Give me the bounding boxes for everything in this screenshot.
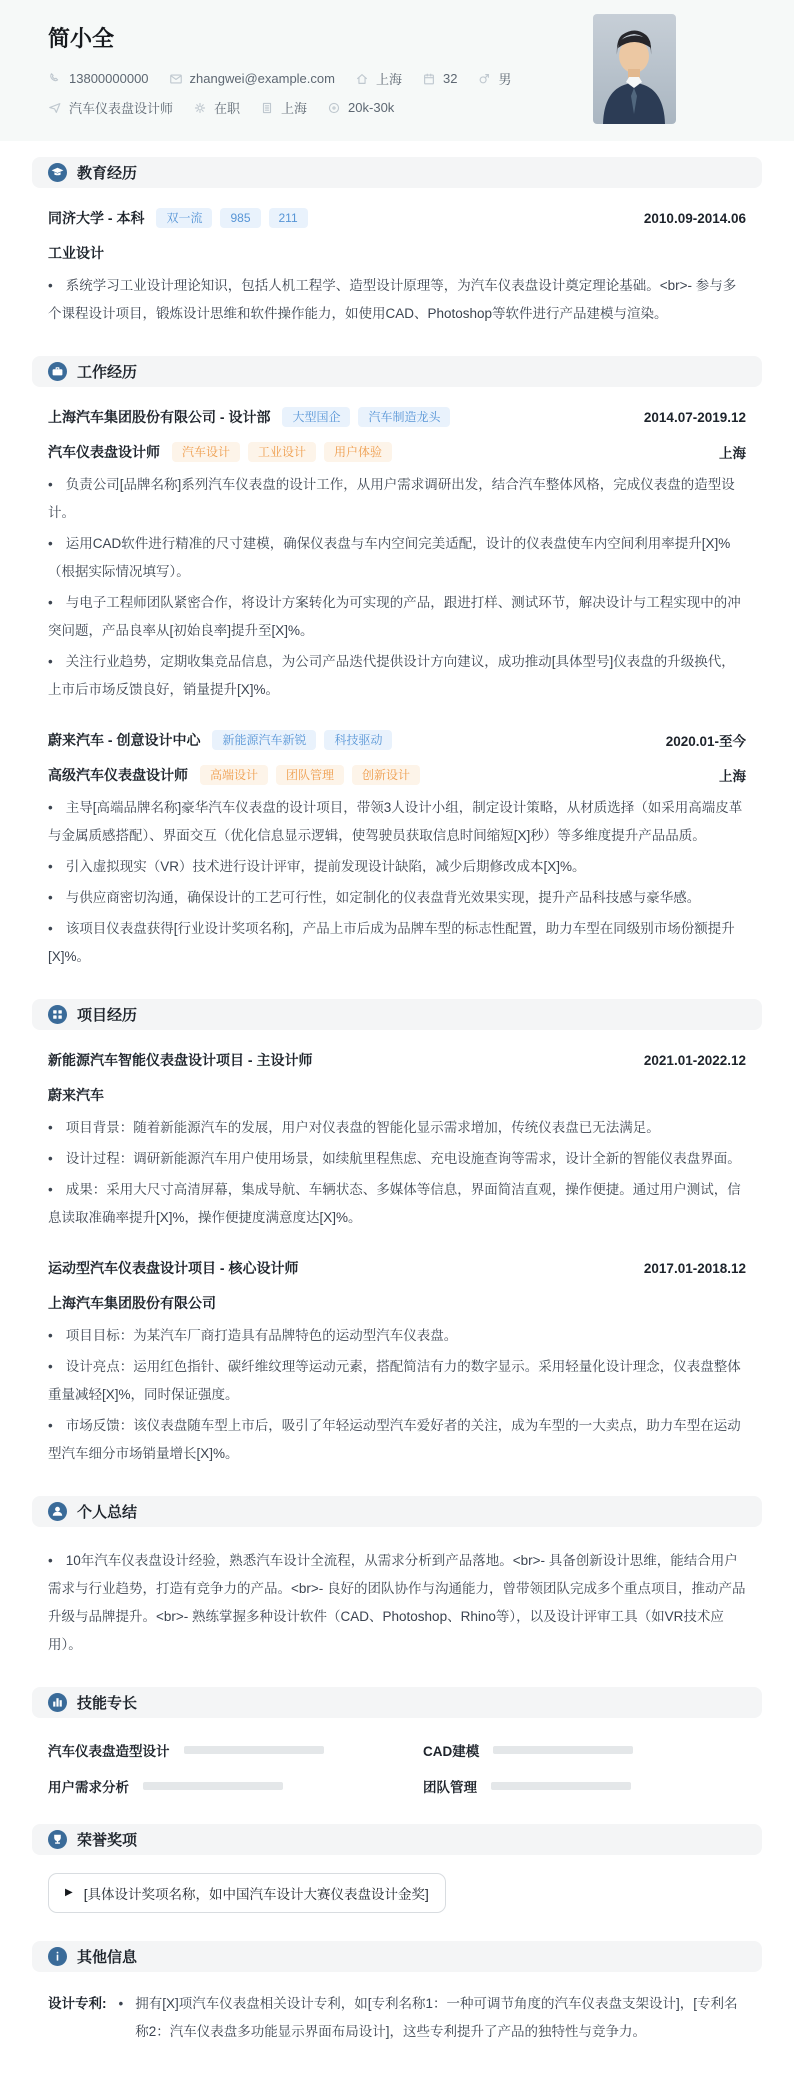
work-role-head — [48, 442, 746, 462]
role-tag: 工业设计 — [248, 442, 316, 462]
section-title-projects: 项目经历 — [77, 1007, 138, 1024]
section-title-education: 教育经历 — [77, 165, 138, 182]
project-date: 2017.01-2018.12 — [643, 1260, 746, 1276]
section-work — [32, 356, 762, 971]
education-entry-head — [48, 208, 746, 228]
education-entry — [48, 208, 746, 328]
other-text: 拥有[X]项汽车仪表盘相关设计专利，如[专利名称1：一种可调节角度的汽车仪表盘支架设计]，[专利名称2：汽车仪表盘多功能显示界面布局设计]，这些专利提升了产品的独特性与竞争力。 — [135, 1996, 738, 2039]
project-date: 2021.01-2022.12 — [643, 1052, 746, 1068]
school-tag: 211 — [269, 208, 308, 228]
play-icon: ▶ — [65, 1887, 73, 1898]
section-bar-summary — [32, 1496, 762, 1527]
bullet-item: • 与供应商密切沟通，确保设计的工艺可行性，如定制化的仪表盘背光效果实现，提升产品科技感与豪华感。 — [48, 884, 746, 912]
role-tag: 团队管理 — [276, 765, 344, 785]
skill-name: 汽车仪表盘造型设计 — [48, 1744, 170, 1759]
bullet-item: • 项目目标：为某汽车厂商打造具有品牌特色的运动型汽车仪表盘。 — [48, 1322, 746, 1350]
work-bullets — [48, 471, 746, 704]
project-bullets — [48, 1322, 746, 1468]
company-tag: 科技驱动 — [324, 730, 392, 750]
section-title-other: 其他信息 — [77, 1949, 138, 1966]
skill-item — [423, 1776, 746, 1796]
status-value: 在职 — [214, 101, 241, 116]
skills-grid — [48, 1740, 746, 1796]
skill-bar — [143, 1782, 283, 1790]
resume-name: 简小全 — [48, 26, 115, 51]
contact-phone — [48, 71, 149, 86]
bullet-item: • 项目背景：随着新能源汽车的发展，用户对仪表盘的智能化显示需求增加，传统仪表盘已无法满足。 — [48, 1114, 746, 1142]
resume-header — [0, 0, 794, 141]
school-tag: 985 — [220, 208, 260, 228]
work-date: 2020.01-至今 — [665, 734, 746, 749]
work-location: 上海 — [719, 769, 746, 784]
contact-job-intention — [48, 98, 173, 117]
section-bar-projects — [32, 999, 762, 1030]
work-entry-head — [48, 730, 746, 750]
bullet-item: • 负责公司[品牌名称]系列汽车仪表盘的设计工作，从用户需求调研出发，结合汽车整体风格，完成仪表盘的造型设计。 — [48, 471, 746, 527]
trophy-icon — [48, 1830, 67, 1849]
section-skills — [32, 1687, 762, 1796]
role-tag: 用户体验 — [324, 442, 392, 462]
bullet-item: • 成果：采用大尺寸高清屏幕，集成导航、车辆状态、多媒体等信息，界面简洁直观，操作便捷。通过用户测试，信息读取准确率提升[X]%，操作便捷度满意度达[X]%。 — [48, 1176, 746, 1232]
award-text: [具体设计奖项名称，如中国汽车设计大赛仪表盘设计金奖] — [83, 1887, 429, 1902]
project-org: 蔚来汽车 — [48, 1087, 104, 1103]
bullet-item: • 关注行业趋势，定期收集竞品信息，为公司产品迭代提供设计方向建议，成功推动[具体型号]仪表盘的升级换代，上市后市场反馈良好，销量提升[X]%。 — [48, 648, 746, 704]
education-bullets — [48, 272, 746, 328]
skill-bar — [184, 1746, 324, 1754]
skill-name: 团队管理 — [423, 1780, 477, 1795]
work-date: 2014.07-2019.12 — [643, 409, 746, 425]
section-bar-other — [32, 1941, 762, 1972]
section-projects — [32, 999, 762, 1468]
company-name: 蔚来汽车 - 创意设计中心 — [48, 732, 201, 748]
summary-bullets — [48, 1547, 746, 1659]
company-tags — [282, 407, 450, 427]
project-org: 上海汽车集团股份有限公司 — [48, 1295, 216, 1311]
project-name: 新能源汽车智能仪表盘设计项目 - 主设计师 — [48, 1052, 313, 1068]
company-name: 上海汽车集团股份有限公司 - 设计部 — [48, 409, 271, 425]
role-tags — [200, 765, 420, 785]
bullet-item: • 运用CAD软件进行精准的尺寸建模，确保仪表盘与车内空间完美适配，设计的仪表盘使车内空间利用率提升[X]%（根据实际情况填写）。 — [48, 530, 746, 586]
project-entry-head — [48, 1258, 746, 1278]
work-entry-2 — [48, 730, 746, 971]
award-item[interactable] — [48, 1873, 446, 1913]
section-bar-skills — [32, 1687, 762, 1718]
skill-bar — [491, 1782, 631, 1790]
school-name: 同济大学 - 本科 — [48, 210, 145, 226]
avatar — [593, 14, 676, 124]
section-title-skills: 技能专长 — [77, 1695, 138, 1712]
company-tags — [212, 730, 392, 750]
section-other — [32, 1941, 762, 2046]
contact-salary — [327, 100, 394, 115]
bullet-item: • 市场反馈：该仪表盘随车型上市后，吸引了年轻运动型汽车爱好者的关注，成为车型的一大卖点，助力车型在运动型汽车细分市场销量增长[X]%。 — [48, 1412, 746, 1468]
salary-icon — [327, 101, 341, 115]
age-value: 32 — [442, 71, 458, 86]
resume-body — [0, 157, 794, 2082]
location-icon — [355, 72, 369, 86]
gender-icon — [477, 72, 491, 86]
project-entry-head — [48, 1050, 746, 1070]
bullet-item: • 该项目仪表盘获得[行业设计奖项名称]，产品上市后成为品牌车型的标志性配置，助力车型在同级别市场份额提升[X]%。 — [48, 915, 746, 971]
skill-name: 用户需求分析 — [48, 1780, 129, 1795]
info-icon — [48, 1947, 67, 1966]
summary-entry — [48, 1547, 746, 1659]
project-grid-icon — [48, 1005, 67, 1024]
contact-age — [422, 71, 457, 86]
skill-item — [48, 1776, 371, 1796]
bullet-item: • 主导[高端品牌名称]豪华汽车仪表盘的设计项目，带领3人设计小组，制定设计策略，从材质选择（如采用高端皮革与金属质感搭配）、界面交互（优化信息显示逻辑，使驾驶员获取信息时间缩短[X]秒）等多维度提升产品品质。 — [48, 794, 746, 850]
bullet-item: • 设计亮点：运用红色指针、碳纤维纹理等运动元素，搭配简洁有力的数字显示。采用轻量化设计理念，仪表盘整体重量减轻[X]%，同时保证强度。 — [48, 1353, 746, 1409]
education-major: 工业设计 — [48, 245, 104, 261]
work-role-head — [48, 765, 746, 785]
section-awards — [32, 1824, 762, 1913]
section-bar-work — [32, 356, 762, 387]
section-bar-awards — [32, 1824, 762, 1855]
work-bullets — [48, 794, 746, 971]
skill-bar — [493, 1746, 633, 1754]
contact-company-city — [260, 98, 307, 117]
company-tag: 大型国企 — [282, 407, 350, 427]
company-city-value: 上海 — [281, 101, 308, 116]
school-tag: 双一流 — [156, 208, 212, 228]
work-entry-head — [48, 407, 746, 427]
project-entry-2 — [48, 1258, 746, 1468]
project-bullets — [48, 1114, 746, 1232]
job-intention-value: 汽车仪表盘设计师 — [69, 101, 174, 116]
email-icon — [169, 72, 183, 86]
skill-item — [423, 1740, 746, 1760]
bullet-item: • 10年汽车仪表盘设计经验，熟悉汽车设计全流程，从需求分析到产品落地。<br>- 具备创新设计思维，能结合用户需求与行业趋势，打造有竞争力的产品。<br>- 良好的团队协作与沟通能力，曾带领团队完成多个重点项目，推动产品升级与品牌提升。<br>- 熟练掌握多种设计软件（CAD、Photoshop、Rhino等），以及设计评审工具（如VR技术应用）。 — [48, 1547, 746, 1659]
section-title-work: 工作经历 — [77, 364, 138, 381]
skill-name: CAD建模 — [423, 1744, 480, 1759]
contact-location — [355, 69, 402, 88]
section-title-summary: 个人总结 — [77, 1504, 138, 1521]
company-tag: 新能源汽车新锐 — [212, 730, 316, 750]
role-tag: 汽车设计 — [172, 442, 240, 462]
age-icon — [422, 72, 436, 86]
bullet-item: • 引入虚拟现实（VR）技术进行设计评审，提前发现设计缺陷，减少后期修改成本[X]%。 — [48, 853, 746, 881]
role-title: 汽车仪表盘设计师 — [48, 444, 160, 460]
company-tag: 汽车制造龙头 — [358, 407, 450, 427]
contact-status — [193, 98, 240, 117]
section-title-awards: 荣誉奖项 — [77, 1832, 138, 1849]
other-info-row — [48, 1990, 746, 2046]
role-title: 高级汽车仪表盘设计师 — [48, 767, 188, 783]
skill-item — [48, 1740, 371, 1760]
graduation-cap-icon — [48, 163, 67, 182]
gender-value: 男 — [498, 72, 512, 87]
status-gear-icon — [193, 101, 207, 115]
person-icon — [48, 1502, 67, 1521]
phone-icon — [48, 72, 62, 86]
bar-chart-icon — [48, 1693, 67, 1712]
job-intention-icon — [48, 101, 62, 115]
salary-value: 20k-30k — [348, 100, 395, 115]
section-education — [32, 157, 762, 328]
contact-gender — [477, 69, 511, 88]
location-value: 上海 — [375, 72, 402, 87]
work-entry-1 — [48, 407, 746, 704]
bullet-item: • 与电子工程师团队紧密合作，将设计方案转化为可实现的产品，跟进打样、测试环节，解决设计与工程实现中的冲突问题，产品良率从[初始良率]提升至[X]%。 — [48, 589, 746, 645]
briefcase-icon — [48, 362, 67, 381]
project-entry-1 — [48, 1050, 746, 1232]
phone-value: 13800000000 — [69, 71, 149, 86]
work-location: 上海 — [719, 446, 746, 461]
role-tag: 创新设计 — [352, 765, 420, 785]
school-tags — [156, 208, 307, 228]
bullet-item: • 设计过程：调研新能源汽车用户使用场景，如续航里程焦虑、充电设施查询等需求，设计全新的智能仪表盘界面。 — [48, 1145, 746, 1173]
company-city-icon — [260, 101, 274, 115]
education-date: 2010.09-2014.06 — [643, 210, 746, 226]
role-tag: 高端设计 — [200, 765, 268, 785]
section-summary — [32, 1496, 762, 1659]
other-label: 设计专利: — [48, 1996, 107, 2011]
section-bar-education — [32, 157, 762, 188]
role-tags — [172, 442, 392, 462]
bullet-dot: • — [118, 1996, 124, 2011]
contact-email — [169, 71, 335, 86]
bullet-item: • 系统学习工业设计理论知识，包括人机工程学、造型设计原理等，为汽车仪表盘设计奠定理论基础。<br>- 参与多个课程设计项目，锻炼设计思维和软件操作能力，如使用CAD、Photoshop等软件进行产品建模与渲染。 — [48, 272, 746, 328]
email-value: zhangwei@example.com — [189, 71, 335, 86]
project-name: 运动型汽车仪表盘设计项目 - 核心设计师 — [48, 1260, 299, 1276]
